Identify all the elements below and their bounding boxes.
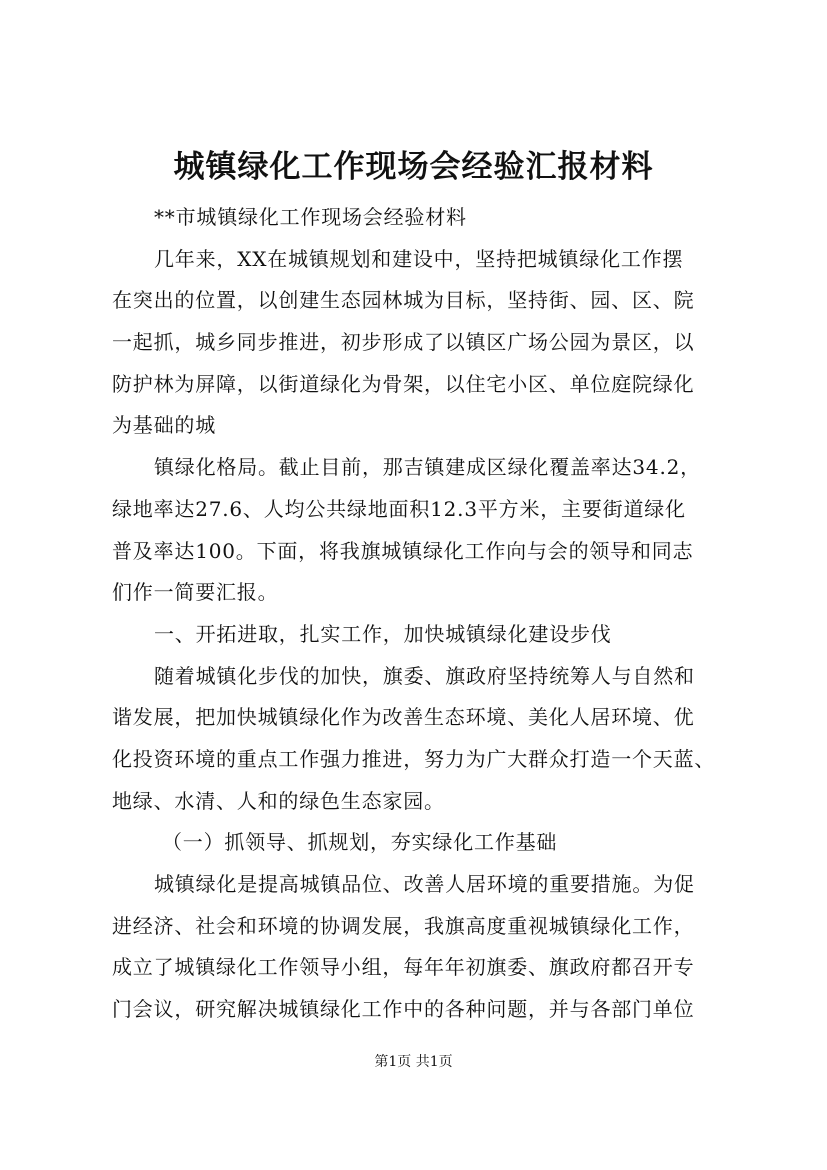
paragraph-line: 一起抓，城乡同步推进，初步形成了以镇区广场公园为景区，以 [112, 330, 695, 355]
paragraph-line: 普及率达100。下面，将我旗城镇绿化工作向与会的领导和同志 [112, 538, 694, 563]
document-body [112, 197, 732, 1031]
paragraph-line: 成立了城镇绿化工作领导小组，每年年初旗委、旗政府都召开专 [112, 955, 695, 980]
paragraph-line: 城镇绿化是提高城镇品位、改善人居环境的重要措施。为促 [154, 872, 695, 896]
paragraph-line: 在突出的位置，以创建生态园林城为目标，坚持街、园、区、院 [112, 288, 695, 313]
subsection-heading: （一）抓领导、抓规划，夯实绿化工作基础 [162, 830, 558, 855]
paragraph-line: 为基础的城 [112, 413, 216, 438]
paragraph-line: 随着城镇化步伐的加快，旗委、旗政府坚持统筹人与自然和 [154, 663, 695, 688]
page-footer: 第1页 共1页 [374, 1054, 453, 1070]
paragraph-line: 化投资环境的重点工作强力推进，努力为广大群众打造一个天蓝、 [112, 746, 716, 771]
paragraph-line: 们作一简要汇报。 [112, 580, 279, 605]
paragraph-line: 进经济、社会和环境的协调发展，我旗高度重视城镇绿化工作， [112, 913, 695, 938]
section-heading: 一、开拓进取，扎实工作，加快城镇绿化建设步伐 [154, 621, 612, 646]
paragraph-line: 谐发展，把加快城镇绿化作为改善生态环境、美化人居环境、优 [112, 705, 695, 730]
paragraph-line: 绿地率达27.6、人均公共绿地面积12.3平方米，主要街道绿化 [112, 496, 686, 521]
document-title: 城镇绿化工作现场会经验汇报材料 [173, 149, 654, 185]
paragraph-line: 几年来，XX在城镇规划和建设中，坚持把城镇绿化工作摆 [154, 246, 684, 271]
subtitle-line: **市城镇绿化工作现场会经验材料 [154, 205, 467, 229]
paragraph-line: 防护林为屏障，以街道绿化为骨架，以住宅小区、单位庭院绿化 [112, 371, 695, 396]
paragraph-line: 镇绿化格局。截止目前，那吉镇建成区绿化覆盖率达34.2， [154, 455, 701, 480]
paragraph-line: 门会议，研究解决城镇绿化工作中的各种问题，并与各部门单位 [112, 997, 695, 1022]
paragraph-line: 地绿、水清、人和的绿色生态家园。 [112, 788, 445, 813]
